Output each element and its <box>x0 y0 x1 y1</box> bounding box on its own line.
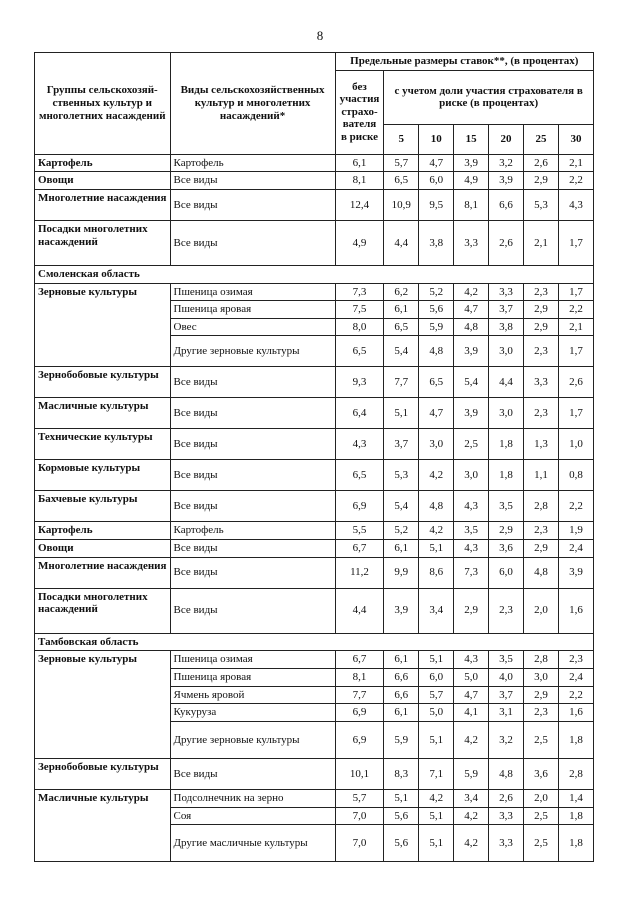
rate-value-cell: 3,5 <box>454 522 489 540</box>
rate-value-cell: 5,4 <box>384 336 419 367</box>
header-limits-title: Предельные размеры ставок**, (в процентах) <box>335 53 593 71</box>
rate-value-cell: 1,4 <box>558 789 593 807</box>
rate-value-cell: 3,9 <box>558 557 593 588</box>
rate-value-cell: 6,6 <box>384 686 419 704</box>
rate-value-cell: 3,9 <box>454 154 489 172</box>
rate-value-cell: 2,5 <box>524 825 559 862</box>
crop-kind-cell: Все виды <box>170 491 335 522</box>
rate-no-share-cell: 12,4 <box>335 189 384 220</box>
rate-value-cell: 3,9 <box>489 172 524 190</box>
rate-value-cell: 3,8 <box>489 318 524 336</box>
table-body <box>35 154 594 862</box>
rate-value-cell: 1,8 <box>558 807 593 825</box>
rate-no-share-cell: 10,1 <box>335 758 384 789</box>
crop-kind-cell: Другие масличные культуры <box>170 825 335 862</box>
header-group-column: Группы сельскохозяй-ственных культур и многолетних насаждений <box>35 53 171 155</box>
crop-group-cell: Посадки многолетних насаждений <box>35 588 171 633</box>
rate-value-cell: 2,6 <box>489 789 524 807</box>
rate-no-share-cell: 6,1 <box>335 154 384 172</box>
rate-value-cell: 6,0 <box>419 172 454 190</box>
header-rate: 25 <box>524 124 559 154</box>
rate-value-cell: 5,1 <box>419 540 454 558</box>
rate-no-share-cell: 11,2 <box>335 557 384 588</box>
rate-no-share-cell: 6,9 <box>335 491 384 522</box>
crop-kind-cell: Другие зерновые культуры <box>170 336 335 367</box>
rate-value-cell: 4,2 <box>454 825 489 862</box>
rate-value-cell: 3,0 <box>524 669 559 687</box>
table-header <box>35 53 594 155</box>
crop-kind-cell: Картофель <box>170 154 335 172</box>
header-rate: 20 <box>489 124 524 154</box>
region-label: Смоленская область <box>35 265 594 283</box>
table-row <box>35 540 594 558</box>
rate-value-cell: 9,5 <box>419 189 454 220</box>
rate-value-cell: 2,3 <box>524 283 559 301</box>
rate-value-cell: 3,3 <box>454 220 489 265</box>
rate-value-cell: 5,2 <box>384 522 419 540</box>
rate-value-cell: 5,0 <box>454 669 489 687</box>
rate-value-cell: 4,2 <box>419 460 454 491</box>
rate-value-cell: 4,8 <box>524 557 559 588</box>
rate-value-cell: 6,6 <box>384 669 419 687</box>
rate-value-cell: 4,2 <box>454 283 489 301</box>
rate-value-cell: 4,8 <box>489 758 524 789</box>
rate-value-cell: 3,3 <box>524 367 559 398</box>
rate-value-cell: 1,9 <box>558 522 593 540</box>
rate-value-cell: 7,7 <box>384 367 419 398</box>
rate-no-share-cell: 7,3 <box>335 283 384 301</box>
crop-kind-cell: Пшеница яровая <box>170 301 335 319</box>
crop-group-cell: Овощи <box>35 172 171 190</box>
rate-value-cell: 1,8 <box>558 825 593 862</box>
header-rate: 15 <box>454 124 489 154</box>
rate-value-cell: 4,3 <box>454 651 489 669</box>
rate-no-share-cell: 8,1 <box>335 669 384 687</box>
crop-group-cell: Овощи <box>35 540 171 558</box>
crop-group-cell: Многолетние насаждения <box>35 557 171 588</box>
rate-value-cell: 2,2 <box>558 172 593 190</box>
table-row <box>35 522 594 540</box>
rate-value-cell: 5,4 <box>454 367 489 398</box>
rate-value-cell: 2,9 <box>524 540 559 558</box>
crop-kind-cell: Подсолнечник на зерно <box>170 789 335 807</box>
rate-value-cell: 2,8 <box>558 758 593 789</box>
rate-value-cell: 4,2 <box>419 522 454 540</box>
rate-value-cell: 4,7 <box>419 398 454 429</box>
rate-value-cell: 2,3 <box>524 336 559 367</box>
rate-no-share-cell: 6,5 <box>335 336 384 367</box>
crop-group-cell: Масличные культуры <box>35 789 171 861</box>
rate-value-cell: 8,6 <box>419 557 454 588</box>
crop-kind-cell: Овес <box>170 318 335 336</box>
header-no-share-column: без участия страхо-вателя в риске <box>335 70 384 154</box>
table-row <box>35 189 594 220</box>
crop-kind-cell: Соя <box>170 807 335 825</box>
crop-kind-cell: Все виды <box>170 588 335 633</box>
insurance-rates-table <box>34 52 594 862</box>
rate-value-cell: 2,1 <box>558 318 593 336</box>
rate-value-cell: 6,5 <box>384 318 419 336</box>
rate-no-share-cell: 6,9 <box>335 721 384 758</box>
rate-value-cell: 2,8 <box>524 491 559 522</box>
rate-value-cell: 3,9 <box>384 588 419 633</box>
crop-kind-cell: Все виды <box>170 429 335 460</box>
table-row <box>35 758 594 789</box>
rate-value-cell: 2,6 <box>558 367 593 398</box>
crop-group-cell: Зерновые культуры <box>35 283 171 367</box>
table-row <box>35 491 594 522</box>
rate-value-cell: 2,3 <box>524 398 559 429</box>
rate-no-share-cell: 6,7 <box>335 540 384 558</box>
rate-value-cell: 2,5 <box>524 807 559 825</box>
rate-value-cell: 5,1 <box>384 398 419 429</box>
rate-no-share-cell: 7,0 <box>335 825 384 862</box>
rate-value-cell: 1,8 <box>558 721 593 758</box>
crop-kind-cell: Все виды <box>170 540 335 558</box>
rate-value-cell: 3,9 <box>454 398 489 429</box>
rate-value-cell: 7,3 <box>454 557 489 588</box>
crop-group-cell: Посадки многолетних насаждений <box>35 220 171 265</box>
rate-no-share-cell: 4,9 <box>335 220 384 265</box>
rate-value-cell: 3,3 <box>489 807 524 825</box>
table-row <box>35 651 594 669</box>
rate-value-cell: 0,8 <box>558 460 593 491</box>
rate-value-cell: 5,3 <box>524 189 559 220</box>
rate-no-share-cell: 6,7 <box>335 651 384 669</box>
crop-kind-cell: Все виды <box>170 367 335 398</box>
rate-value-cell: 4,2 <box>454 807 489 825</box>
rate-no-share-cell: 4,3 <box>335 429 384 460</box>
crop-kind-cell: Все виды <box>170 557 335 588</box>
rate-value-cell: 3,6 <box>489 540 524 558</box>
rate-value-cell: 4,0 <box>489 669 524 687</box>
rate-value-cell: 4,3 <box>558 189 593 220</box>
rate-value-cell: 1,6 <box>558 588 593 633</box>
rate-value-cell: 3,4 <box>454 789 489 807</box>
crop-group-cell: Многолетние насаждения <box>35 189 171 220</box>
table-row <box>35 283 594 301</box>
crop-group-cell: Масличные культуры <box>35 398 171 429</box>
rate-value-cell: 6,0 <box>419 669 454 687</box>
crop-kind-cell: Пшеница яровая <box>170 669 335 687</box>
rate-value-cell: 3,8 <box>419 220 454 265</box>
rate-value-cell: 3,7 <box>384 429 419 460</box>
rate-value-cell: 6,2 <box>384 283 419 301</box>
rate-value-cell: 6,0 <box>489 557 524 588</box>
rate-value-cell: 5,9 <box>454 758 489 789</box>
rate-no-share-cell: 5,5 <box>335 522 384 540</box>
table-row <box>35 429 594 460</box>
crop-group-cell: Зерновые культуры <box>35 651 171 759</box>
rate-value-cell: 4,2 <box>454 721 489 758</box>
rate-no-share-cell: 7,0 <box>335 807 384 825</box>
rate-value-cell: 5,7 <box>419 686 454 704</box>
rate-value-cell: 2,8 <box>524 651 559 669</box>
table-row <box>35 557 594 588</box>
rate-value-cell: 4,9 <box>454 172 489 190</box>
header-rate: 10 <box>419 124 454 154</box>
rate-value-cell: 6,1 <box>384 651 419 669</box>
table-row <box>35 172 594 190</box>
rate-value-cell: 3,0 <box>489 336 524 367</box>
rate-value-cell: 2,0 <box>524 588 559 633</box>
rate-value-cell: 3,9 <box>454 336 489 367</box>
crop-group-cell: Бахчевые культуры <box>35 491 171 522</box>
page-number: 8 <box>316 28 324 43</box>
rate-value-cell: 3,6 <box>524 758 559 789</box>
rate-value-cell: 6,1 <box>384 540 419 558</box>
rate-value-cell: 3,5 <box>489 491 524 522</box>
table-row <box>35 398 594 429</box>
rate-value-cell: 4,7 <box>454 686 489 704</box>
crop-kind-cell: Все виды <box>170 189 335 220</box>
crop-kind-cell: Все виды <box>170 758 335 789</box>
rate-no-share-cell: 6,5 <box>335 460 384 491</box>
rate-value-cell: 2,9 <box>454 588 489 633</box>
rate-value-cell: 2,4 <box>558 669 593 687</box>
region-row <box>35 265 594 283</box>
crop-group-cell: Кормовые культуры <box>35 460 171 491</box>
rate-value-cell: 2,6 <box>489 220 524 265</box>
rate-value-cell: 2,9 <box>524 686 559 704</box>
rate-value-cell: 3,3 <box>489 825 524 862</box>
rate-value-cell: 2,4 <box>558 540 593 558</box>
rate-value-cell: 1,7 <box>558 283 593 301</box>
rate-value-cell: 1,7 <box>558 398 593 429</box>
rate-value-cell: 4,1 <box>454 704 489 722</box>
crop-kind-cell: Картофель <box>170 522 335 540</box>
rate-no-share-cell: 4,4 <box>335 588 384 633</box>
rate-value-cell: 3,0 <box>454 460 489 491</box>
rate-value-cell: 3,1 <box>489 704 524 722</box>
rate-value-cell: 2,3 <box>524 704 559 722</box>
rate-no-share-cell: 6,9 <box>335 704 384 722</box>
rate-value-cell: 3,2 <box>489 154 524 172</box>
crop-group-cell: Зернобобовые культуры <box>35 758 171 789</box>
rate-value-cell: 6,5 <box>419 367 454 398</box>
rate-value-cell: 3,5 <box>489 651 524 669</box>
rate-value-cell: 9,9 <box>384 557 419 588</box>
rate-value-cell: 8,1 <box>454 189 489 220</box>
rate-value-cell: 2,2 <box>558 301 593 319</box>
rate-value-cell: 3,7 <box>489 301 524 319</box>
table-row <box>35 367 594 398</box>
rate-value-cell: 2,9 <box>524 172 559 190</box>
rate-no-share-cell: 7,5 <box>335 301 384 319</box>
crop-kind-cell: Пшеница озимая <box>170 651 335 669</box>
rate-value-cell: 3,0 <box>489 398 524 429</box>
rate-value-cell: 2,3 <box>489 588 524 633</box>
rate-value-cell: 2,3 <box>524 522 559 540</box>
rate-value-cell: 2,2 <box>558 491 593 522</box>
rate-value-cell: 5,6 <box>419 301 454 319</box>
rate-value-cell: 5,1 <box>419 807 454 825</box>
rate-value-cell: 2,9 <box>524 301 559 319</box>
rate-value-cell: 5,0 <box>419 704 454 722</box>
rate-value-cell: 4,8 <box>454 318 489 336</box>
rate-value-cell: 2,6 <box>524 154 559 172</box>
rate-value-cell: 5,6 <box>384 807 419 825</box>
rate-value-cell: 7,1 <box>419 758 454 789</box>
table-row <box>35 154 594 172</box>
rate-value-cell: 6,6 <box>489 189 524 220</box>
header-kind-column: Виды сельскохозяйственных культур и многолетних насаждений* <box>170 53 335 155</box>
rate-value-cell: 1,8 <box>489 460 524 491</box>
rate-value-cell: 3,4 <box>419 588 454 633</box>
rate-value-cell: 5,4 <box>384 491 419 522</box>
rate-value-cell: 2,9 <box>524 318 559 336</box>
rate-value-cell: 2,5 <box>454 429 489 460</box>
rate-value-cell: 5,1 <box>419 825 454 862</box>
rate-value-cell: 2,9 <box>489 522 524 540</box>
header-rate: 5 <box>384 124 419 154</box>
rate-value-cell: 4,8 <box>419 491 454 522</box>
rate-value-cell: 2,2 <box>558 686 593 704</box>
rate-value-cell: 3,0 <box>419 429 454 460</box>
rate-value-cell: 5,1 <box>419 721 454 758</box>
rate-value-cell: 5,9 <box>384 721 419 758</box>
header-share-title: с учетом доли участия страхователя в риске (в процентах) <box>384 70 594 124</box>
rate-value-cell: 2,0 <box>524 789 559 807</box>
table-row <box>35 460 594 491</box>
rate-value-cell: 5,3 <box>384 460 419 491</box>
rate-value-cell: 5,2 <box>419 283 454 301</box>
rate-value-cell: 2,1 <box>558 154 593 172</box>
crop-kind-cell: Пшеница озимая <box>170 283 335 301</box>
rate-value-cell: 1,0 <box>558 429 593 460</box>
rate-value-cell: 1,3 <box>524 429 559 460</box>
rate-value-cell: 4,3 <box>454 491 489 522</box>
header-rate: 30 <box>558 124 593 154</box>
rate-value-cell: 1,6 <box>558 704 593 722</box>
crop-kind-cell: Все виды <box>170 220 335 265</box>
table-row <box>35 789 594 807</box>
rate-value-cell: 6,1 <box>384 704 419 722</box>
rate-value-cell: 1,8 <box>489 429 524 460</box>
rate-value-cell: 5,6 <box>384 825 419 862</box>
crop-kind-cell: Все виды <box>170 398 335 429</box>
rate-value-cell: 3,7 <box>489 686 524 704</box>
rate-value-cell: 4,8 <box>419 336 454 367</box>
rate-value-cell: 5,7 <box>384 154 419 172</box>
table-row <box>35 220 594 265</box>
rate-value-cell: 3,2 <box>489 721 524 758</box>
rate-value-cell: 3,3 <box>489 283 524 301</box>
rate-no-share-cell: 8,1 <box>335 172 384 190</box>
rate-value-cell: 1,1 <box>524 460 559 491</box>
crop-kind-cell: Все виды <box>170 172 335 190</box>
table-row <box>35 588 594 633</box>
rate-value-cell: 4,4 <box>384 220 419 265</box>
rate-value-cell: 5,1 <box>419 651 454 669</box>
rate-value-cell: 2,3 <box>558 651 593 669</box>
crop-group-cell: Технические культуры <box>35 429 171 460</box>
crop-group-cell: Картофель <box>35 522 171 540</box>
rate-value-cell: 6,5 <box>384 172 419 190</box>
crop-group-cell: Картофель <box>35 154 171 172</box>
rate-value-cell: 4,7 <box>454 301 489 319</box>
rate-no-share-cell: 5,7 <box>335 789 384 807</box>
rate-value-cell: 8,3 <box>384 758 419 789</box>
crop-kind-cell: Все виды <box>170 460 335 491</box>
rate-value-cell: 1,7 <box>558 220 593 265</box>
rate-no-share-cell: 6,4 <box>335 398 384 429</box>
rate-value-cell: 4,3 <box>454 540 489 558</box>
rate-value-cell: 2,5 <box>524 721 559 758</box>
rate-no-share-cell: 7,7 <box>335 686 384 704</box>
crop-kind-cell: Другие зерновые культуры <box>170 721 335 758</box>
rate-value-cell: 1,7 <box>558 336 593 367</box>
rate-value-cell: 2,1 <box>524 220 559 265</box>
rate-no-share-cell: 8,0 <box>335 318 384 336</box>
rate-value-cell: 4,4 <box>489 367 524 398</box>
rate-value-cell: 10,9 <box>384 189 419 220</box>
rate-value-cell: 4,7 <box>419 154 454 172</box>
crop-kind-cell: Ячмень яровой <box>170 686 335 704</box>
crop-group-cell: Зернобобовые культуры <box>35 367 171 398</box>
rate-value-cell: 4,2 <box>419 789 454 807</box>
rate-value-cell: 6,1 <box>384 301 419 319</box>
region-row <box>35 633 594 651</box>
rate-value-cell: 5,9 <box>419 318 454 336</box>
rate-value-cell: 5,1 <box>384 789 419 807</box>
rate-no-share-cell: 9,3 <box>335 367 384 398</box>
region-label: Тамбовская область <box>35 633 594 651</box>
crop-kind-cell: Кукуруза <box>170 704 335 722</box>
